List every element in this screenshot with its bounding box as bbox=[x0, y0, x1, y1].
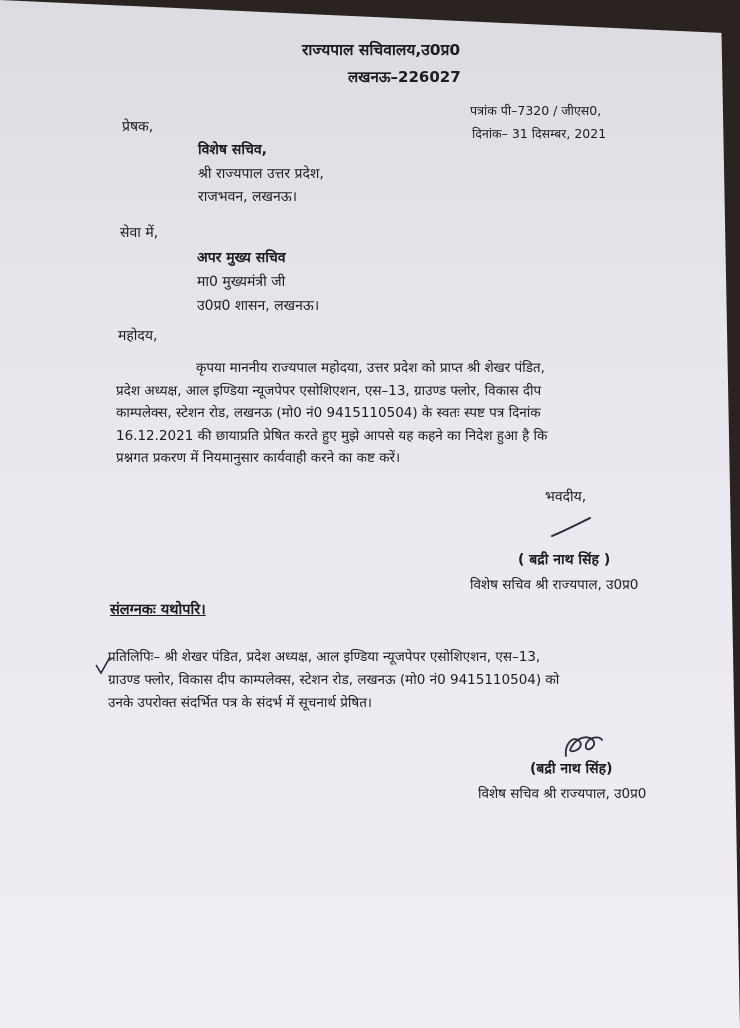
body-line: प्रदेश अध्यक्ष, आल इण्डिया न्यूजपेपर एसोशिएशन, एस–13, ग्राउण्ड फ्लोर, विकास दीप bbox=[116, 382, 542, 399]
copy-to bbox=[108, 646, 734, 715]
recipient-label: सेवा में, bbox=[120, 225, 159, 241]
body-line: 16.12.2021 की छायाप्रति प्रेषित करते हुए मुझे आपसे यह कहने का निदेश हुआ है कि bbox=[116, 427, 548, 444]
body-line: प्रश्नगत प्रकरण में नियमानुसार कार्यवाही करने का कष्ट करें। bbox=[116, 450, 401, 466]
signature-mark bbox=[548, 512, 598, 542]
reference-number: पत्रांक पी–7320 / जीएस0, bbox=[470, 103, 602, 118]
sender-designation: विशेष सचिव, bbox=[198, 142, 267, 158]
letter-body bbox=[116, 357, 704, 470]
office-city: लखनऊ–226027 bbox=[348, 68, 461, 86]
copy-line: उनके उपरोक्त संदर्भित पत्र के संदर्भ में सूचनार्थ प्रेषित। bbox=[108, 695, 373, 711]
salutation: महोदय, bbox=[118, 328, 158, 344]
body-line: काम्पलेक्स, स्टेशन रोड, लखनऊ (मो0 नं0 9415110504) के स्वतः स्पष्ट पत्र दिनांक bbox=[116, 405, 541, 421]
signatory-name-2: (बद्री नाथ सिंह) bbox=[530, 761, 613, 777]
recipient-designation: अपर मुख्य सचिव bbox=[197, 250, 286, 266]
copy-line: प्रतिलिपिः– श्री शेखर पंडित, प्रदेश अध्यक्ष, आल इण्डिया न्यूजपेपर एसोशिएशन, एस–13, bbox=[108, 649, 541, 665]
body-line: कृपया माननीय राज्यपाल महोदया, उत्तर प्रदेश को प्राप्त श्री शेखर पंडित, bbox=[196, 360, 545, 376]
closing: भवदीय, bbox=[545, 489, 587, 505]
sender-office: श्री राज्यपाल उत्तर प्रदेश, bbox=[198, 166, 324, 182]
recipient-office: मा0 मुख्यमंत्री जी bbox=[197, 274, 286, 290]
letter-date: दिनांक– 31 दिसम्बर, 2021 bbox=[472, 126, 607, 141]
recipient-address: उ0प्र0 शासन, लखनऊ। bbox=[197, 298, 320, 314]
enclosure-note: संलग्नकः यथोपरि। bbox=[110, 602, 206, 618]
signatory-name: ( बद्री नाथ सिंह ) bbox=[518, 552, 611, 568]
sender-label: प्रेषक, bbox=[122, 119, 154, 135]
office-heading: राज्यपाल सचिवालय,उ0प्र0 bbox=[302, 41, 461, 59]
sender-address: राजभवन, लखनऊ। bbox=[198, 189, 298, 205]
signatory-designation: विशेष सचिव श्री राज्यपाल, उ0प्र0 bbox=[470, 577, 639, 593]
copy-line: ग्राउण्ड फ्लोर, विकास दीप काम्पलेक्स, स्टेशन रोड, लखनऊ (मो0 नं0 9415110504) को bbox=[108, 672, 560, 688]
signatory-designation-2: विशेष सचिव श्री राज्यपाल, उ0प्र0 bbox=[478, 786, 647, 802]
